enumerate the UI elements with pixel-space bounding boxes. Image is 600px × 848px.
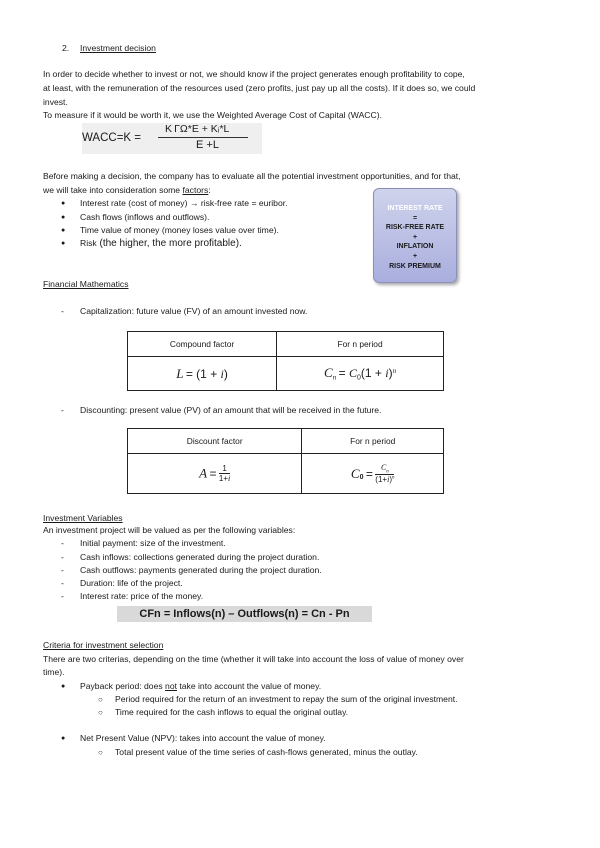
npv-item: ● Net Present Value (NPV): takes into account the value of money. — [80, 733, 326, 744]
fin-math-title: Financial Mathematics — [43, 279, 129, 289]
npv-sub-item: ○ Total present value of the time series of cash-flows generated, minus the outlay. — [115, 747, 418, 758]
inv-vars-intro: An investment project will be valued as per the following variables: — [43, 525, 296, 535]
n-period-header: For n period — [277, 332, 444, 357]
cfn-formula: CFn = Inflows(n) – Outflows(n) = Cn - Pn — [117, 606, 372, 622]
compound-n-formula: $C_n = C_0(1 + i)^n$ — [277, 357, 444, 391]
rate-box-line: RISK-FREE RATE — [385, 224, 445, 232]
compound-table — [127, 331, 444, 391]
variable-item: - Initial payment: size of the investment. — [80, 538, 226, 549]
discount-table — [127, 428, 444, 494]
criteria-intro-line: time). — [43, 667, 65, 677]
factors-word: factors — [182, 185, 209, 195]
rate-box-line: = — [412, 214, 418, 222]
factors-colon: : — [208, 185, 211, 195]
discount-factor-header: Discount factor — [128, 429, 302, 454]
factor-item: ● Time value of money (money loses value over time). — [80, 225, 279, 236]
factor-item: ● Interest rate (cost of money) → risk-free rate = euribor. — [80, 198, 288, 209]
n-period-header: For n period — [302, 429, 444, 454]
discounting-item: - Discounting: present value (PV) of an amount that will be received in the future. — [80, 405, 381, 416]
section-title: Investment decision — [80, 43, 156, 53]
rate-box-line: + — [412, 233, 418, 241]
variable-item: - Duration: life of the project. — [80, 578, 183, 589]
intro-line: invest. — [43, 97, 68, 107]
payback-sub-item: ○ Time required for the cash inflows to equal the original outlay. — [115, 707, 348, 718]
factor-item: ● Cash flows (inflows and outflows). — [80, 212, 209, 223]
criteria-title: Criteria for investment selection — [43, 640, 164, 650]
variable-item: - Interest rate: price of the money. — [80, 591, 203, 602]
wacc-denominator: E +L — [196, 139, 219, 151]
wacc-fraction-bar — [158, 137, 248, 138]
wacc-formula — [82, 123, 262, 154]
rate-box-line: RISK PREMIUM — [389, 262, 441, 270]
intro-line: To measure if it would be worth it, we use the Weighted Average Cost of Capital (WACC). — [43, 110, 382, 120]
payback-pre: Payback period: does — [80, 681, 166, 691]
rate-box-line: INTEREST RATE — [387, 205, 443, 212]
criteria-intro-line: There are two criterias, depending on the time (whether it will take into account the loss of value of money over — [43, 654, 464, 664]
rate-box-line: INFLATION — [396, 243, 434, 251]
risk-label: Risk — [80, 238, 97, 248]
decision-line: Before making a decision, the company has to evaluate all the potential investment opportunities, and for that, — [43, 171, 461, 181]
compound-factor-header: Compound factor — [128, 332, 277, 357]
inv-vars-title: Investment Variables — [43, 513, 123, 523]
intro-line: at least, with the remuneration of the resources used (zero profits, just pay up all the costs). If it does so, we could — [43, 83, 476, 93]
decision-line — [43, 185, 211, 196]
capitalization-item: - Capitalization: future value (FV) of an amount invested now. — [80, 306, 307, 317]
compound-factor-formula: L = (1 + i) — [128, 357, 277, 391]
wacc-lhs: WACC=K = — [82, 132, 142, 144]
payback-item — [80, 681, 321, 692]
discount-factor-formula: A = $\frac{1}{1+i}$ — [128, 454, 302, 494]
discount-n-formula: $C_0$ = $\frac{C_n}{(1+i)^n}$ — [302, 454, 444, 494]
decision-line-text: we will take into consideration some — [43, 185, 183, 195]
risk-suffix: (the higher, the more profitable). — [96, 238, 242, 249]
variable-item: - Cash inflows: collections generated during the project duration. — [80, 552, 319, 563]
section-number: 2. — [62, 43, 70, 53]
wacc-numerator: K ΓΩ*E + Kᵢ*L — [165, 123, 230, 135]
payback-not: not — [165, 681, 177, 691]
payback-post: take into account the value of money. — [177, 681, 322, 691]
interest-rate-box — [373, 188, 457, 283]
factor-item — [80, 238, 242, 249]
rate-box-line: + — [412, 252, 418, 260]
intro-line: In order to decide whether to invest or not, we should know if the project generates enough profitability to cope, — [43, 69, 465, 79]
payback-sub-item: ○ Period required for the return of an investment to repay the sum of the original investment. — [115, 694, 458, 705]
variable-item: - Cash outflows: payments generated during the project duration. — [80, 565, 322, 576]
